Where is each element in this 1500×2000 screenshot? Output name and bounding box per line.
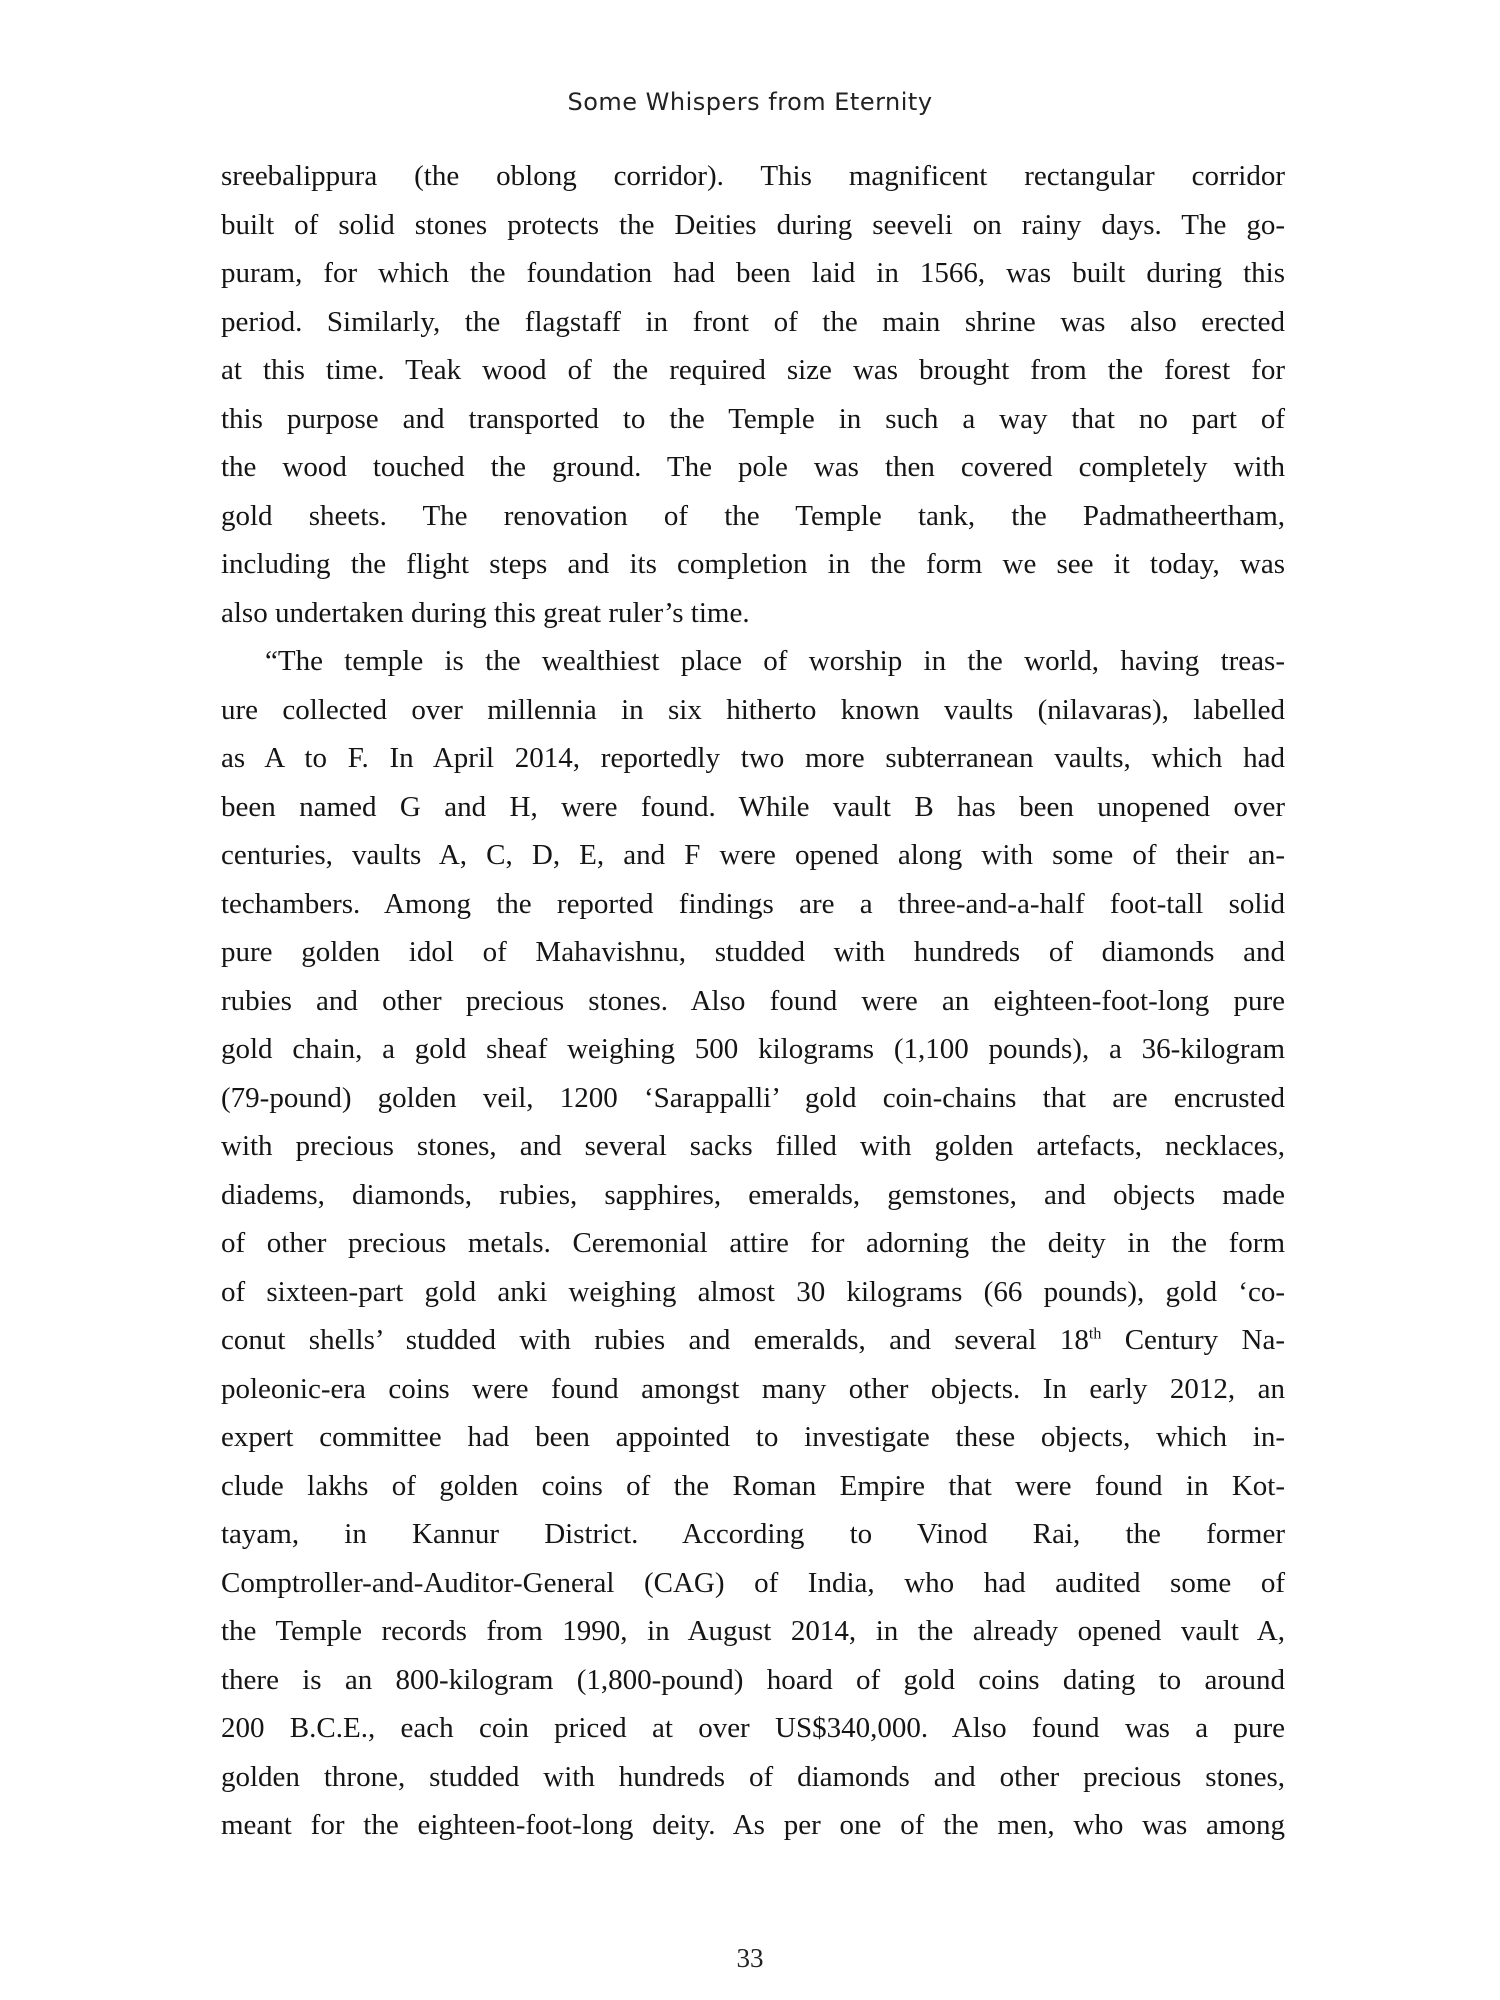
text-line: tayam, in Kannur District. According to Vinod Rai, the former: [221, 1518, 1285, 1550]
text-line: meant for the eighteen-foot-long deity. As per one of the men, who was among: [221, 1809, 1285, 1841]
text-line: diadems, diamonds, rubies, sapphires, emeralds, gemstones, and objects made: [221, 1178, 1285, 1211]
text-line: the Temple records from 1990, in August 2014, in the already opened vault A,: [221, 1615, 1285, 1647]
ordinal-superscript: th: [1088, 1325, 1102, 1343]
text-line: the wood touched the ground. The pole was then covered completely with: [221, 451, 1285, 483]
text-line: 200 B.C.E., each coin priced at over US$340,000. Also found was a pure: [221, 1712, 1285, 1744]
body-text: [221, 152, 1285, 1850]
text-line: expert committee had been appointed to investigate these objects, which in-: [221, 1421, 1285, 1453]
text-line: sreebalippura (the oblong corridor). This magnificent rectangular corridor: [221, 160, 1285, 192]
text-line: of other precious metals. Ceremonial attire for adorning the deity in the form: [221, 1227, 1285, 1259]
paragraph-1: [221, 152, 1285, 637]
text-line: clude lakhs of golden coins of the Roman Empire that were found in Kot-: [221, 1469, 1285, 1502]
text-line: including the flight steps and its completion in the form we see it today, was: [221, 548, 1285, 580]
text-line: built of solid stones protects the Deities during seeveli on rainy days. The go-: [221, 208, 1285, 241]
text-line: of sixteen-part gold anki weighing almost 30 kilograms (66 pounds), gold ‘co-: [221, 1275, 1285, 1308]
text-line: with precious stones, and several sacks filled with golden artefacts, necklaces,: [221, 1130, 1285, 1162]
text-line: golden throne, studded with hundreds of diamonds and other precious stones,: [221, 1760, 1285, 1793]
text-line: centuries, vaults A, C, D, E, and F were opened along with some of their an-: [221, 839, 1285, 871]
text-line: at this time. Teak wood of the required size was brought from the forest for: [221, 354, 1285, 386]
text-line: (79-pound) golden veil, 1200 ‘Sarappalli’ gold coin-chains that are encrusted: [221, 1081, 1285, 1114]
line-text-before: conut shells’ studded with rubies and emeralds, and several 18: [221, 1324, 1089, 1356]
text-line: ure collected over millennia in six hitherto known vaults (nilavaras), labelled: [221, 693, 1285, 726]
text-line: pure golden idol of Mahavishnu, studded with hundreds of diamonds and: [221, 936, 1285, 968]
text-line: also undertaken during this great ruler’s time.: [221, 596, 750, 629]
text-line: poleonic-era coins were found amongst many other objects. In early 2012, an: [221, 1372, 1285, 1405]
paragraph-2: [221, 637, 1285, 1850]
running-header: Some Whispers from Eternity: [567, 88, 933, 116]
text-line: been named G and H, were found. While vault B has been unopened over: [221, 790, 1285, 823]
text-line: Comptroller-and-Auditor-General (CAG) of India, who had audited some of: [221, 1566, 1285, 1599]
text-line: as A to F. In April 2014, reportedly two more subterranean vaults, which had: [221, 742, 1285, 774]
text-line: there is an 800-kilogram (1,800-pound) hoard of gold coins dating to around: [221, 1663, 1285, 1696]
text-line: gold sheets. The renovation of the Temple tank, the Padmatheertham,: [221, 499, 1285, 532]
text-line: period. Similarly, the flagstaff in front of the main shrine was also erected: [221, 305, 1285, 338]
text-line-with-superscript: [221, 1316, 1285, 1365]
page-number: 33: [736, 1943, 764, 1973]
text-line: this purpose and transported to the Temple in such a way that no part of: [221, 402, 1285, 435]
line-text-after: Century Na-: [1101, 1324, 1285, 1356]
text-line: gold chain, a gold sheaf weighing 500 kilograms (1,100 pounds), a 36-kilogram: [221, 1033, 1285, 1065]
text-line: rubies and other precious stones. Also found were an eighteen-foot-long pure: [221, 984, 1285, 1017]
text-line: “The temple is the wealthiest place of worship in the world, having treas-: [265, 645, 1285, 677]
text-line: puram, for which the foundation had been laid in 1566, was built during this: [221, 257, 1285, 289]
text-line: techambers. Among the reported findings are a three-and-a-half foot-tall solid: [221, 887, 1285, 920]
